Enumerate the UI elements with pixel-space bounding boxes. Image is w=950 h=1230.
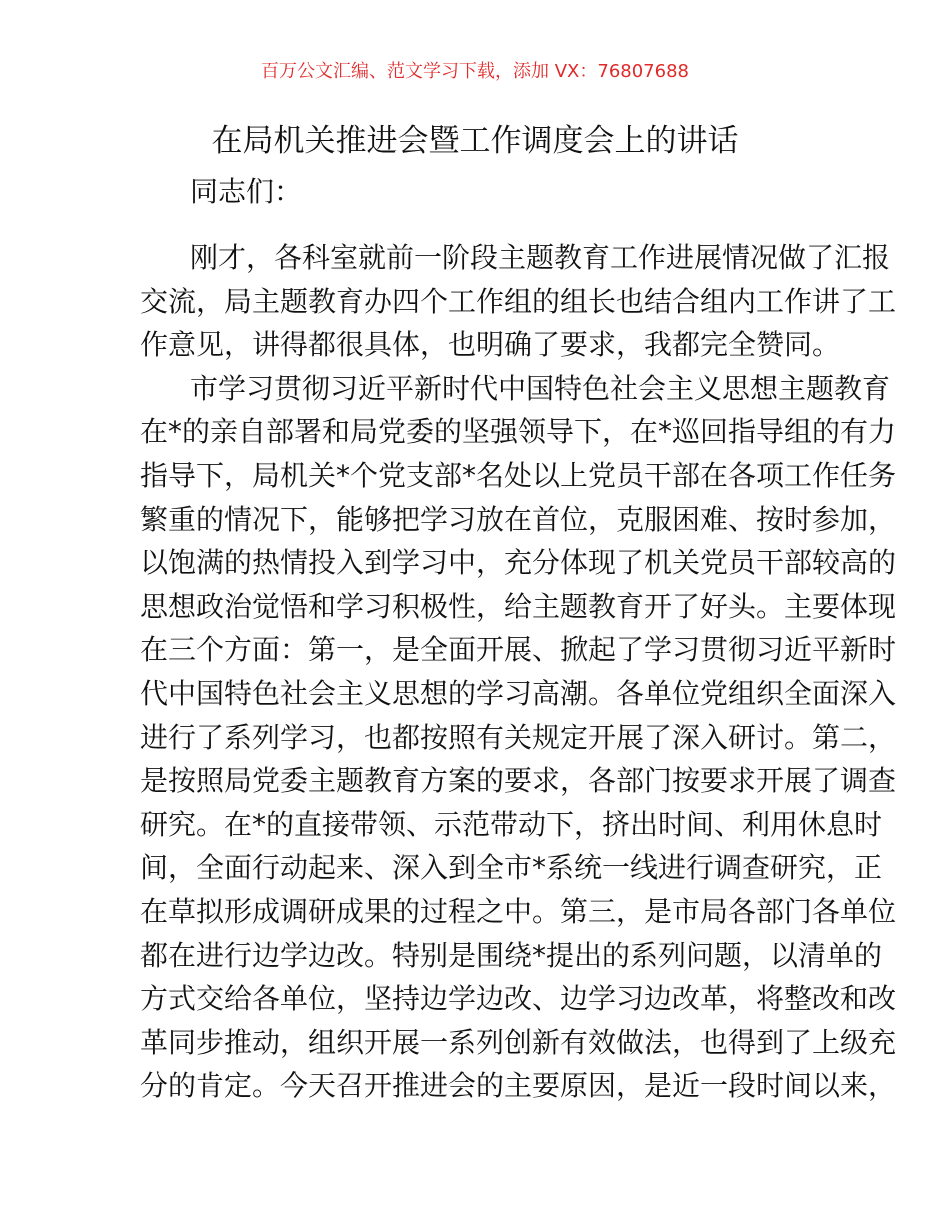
paragraph-line: 作意见，讲得都很具体，也明确了要求，我都完全赞同。 [140, 328, 841, 361]
paragraph-line: 代中国特色社会主义思想的学习高潮。各单位党组织全面深入 [140, 677, 897, 710]
paragraph-line: 研究。在*的直接带领、示范带动下，挤出时间、利用休息时 [140, 808, 883, 841]
watermark-header: 百万公文汇编、范文学习下载，添加 VX：76807688 [261, 61, 689, 82]
paragraph-line: 交流，局主题教育办四个工作组的组长也结合组内工作讲了工 [140, 285, 897, 318]
salutation: 同志们： [190, 175, 303, 208]
paragraph-line: 思想政治觉悟和学习积极性，给主题教育开了好头。主要体现 [140, 590, 897, 623]
paragraph-line: 都在进行边学边改。特别是围绕*提出的系列问题，以清单的 [140, 939, 883, 972]
paragraph-line: 是按照局党委主题教育方案的要求，各部门按要求开展了调查 [140, 764, 897, 797]
paragraph-line: 刚才，各科室就前一阶段主题教育工作进展情况做了汇报 [190, 241, 891, 274]
paragraph-line: 间，全面行动起来、深入到全市*系统一线进行调查研究，正 [140, 851, 883, 884]
paragraph-line: 在三个方面：第一，是全面开展、掀起了学习贯彻习近平新时 [140, 633, 897, 666]
paragraph-line: 方式交给各单位，坚持边学边改、边学习边改革，将整改和改 [140, 982, 897, 1015]
paragraph-line: 分的肯定。今天召开推进会的主要原因，是近一段时间以来， [140, 1069, 897, 1102]
paragraph-line: 指导下，局机关*个党支部*名处以上党员干部在各项工作任务 [140, 459, 897, 492]
paragraph-line: 繁重的情况下，能够把学习放在首位，克服困难、按时参加， [140, 503, 897, 536]
paragraph-line: 在*的亲自部署和局党委的坚强领导下，在*巡回指导组的有力 [140, 415, 897, 448]
paragraph-line: 进行了系列学习，也都按照有关规定开展了深入研讨。第二， [140, 721, 897, 754]
paragraph-line: 革同步推动，组织开展一系列创新有效做法，也得到了上级充 [140, 1026, 897, 1059]
paragraph-line: 市学习贯彻习近平新时代中国特色社会主义思想主题教育 [190, 372, 891, 405]
paragraph-line: 在草拟形成调研成果的过程之中。第三，是市局各部门各单位 [140, 895, 897, 928]
document-title: 在局机关推进会暨工作调度会上的讲话 [211, 123, 739, 159]
paragraph-line: 以饱满的热情投入到学习中，充分体现了机关党员干部较高的 [140, 546, 897, 579]
